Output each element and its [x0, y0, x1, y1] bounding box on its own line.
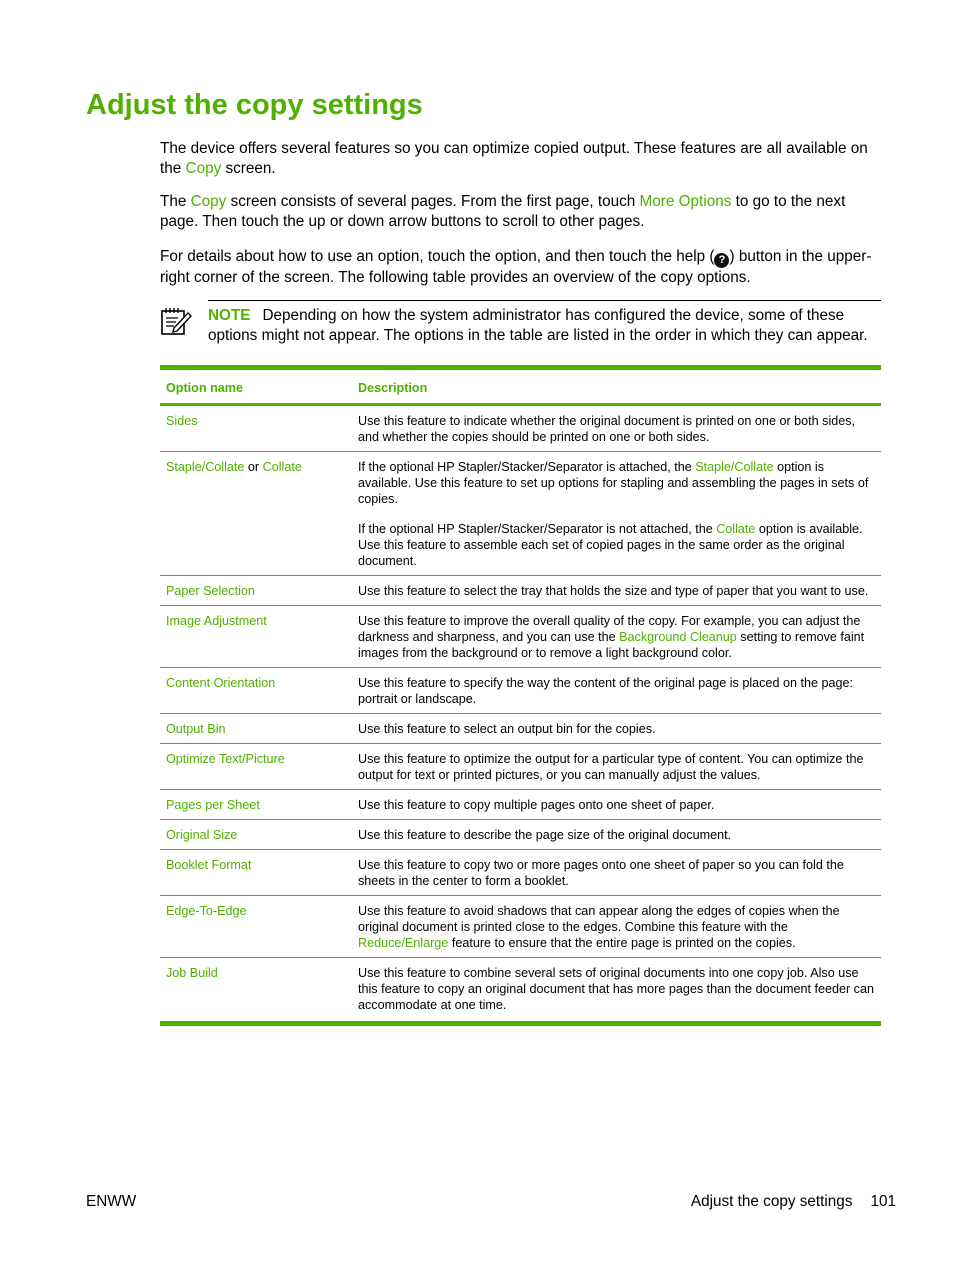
option-name: Optimize Text/Picture — [160, 744, 340, 790]
table-row — [160, 668, 881, 714]
footer-left: ENWW — [86, 1193, 137, 1210]
option-description: Use this feature to select the tray that holds the size and type of paper that you want to use. — [340, 576, 881, 606]
background-cleanup-link: Background Cleanup — [619, 630, 737, 644]
reduce-enlarge-link: Reduce/Enlarge — [358, 936, 449, 950]
description-paragraph — [358, 459, 875, 507]
header-option-name: Option name — [160, 368, 340, 405]
page-title: Adjust the copy settings — [86, 89, 423, 121]
intro-text: screen consists of several pages. From the first page, touch — [226, 193, 640, 210]
page-number: 101 — [870, 1193, 896, 1210]
option-name — [160, 452, 340, 576]
intro-text: The device offers several features so you can optimize copied output. These features are all available on the — [160, 140, 868, 177]
option-description: Use this feature to specify the way the content of the original page is placed on the page: portrait or landscape. — [340, 668, 881, 714]
option-description: Use this feature to indicate whether the original document is printed on one or both sides, and whether the copies should be printed on one or both sides. — [340, 405, 881, 452]
option-name: Edge-To-Edge — [160, 896, 340, 958]
intro-text: ) button in the upper-right corner of the screen. The following table provides an overview of the copy options. — [160, 248, 872, 286]
note-text: Depending on how the system administrator has configured the device, some of these options might not appear. The options in the table are listed in the order in which they can appear. — [208, 307, 868, 344]
option-name: Sides — [160, 405, 340, 452]
intro-paragraph-3 — [160, 247, 885, 288]
option-name-part: Collate — [262, 460, 302, 474]
table-row — [160, 606, 881, 668]
option-description — [340, 452, 881, 576]
copy-link: Copy — [190, 193, 227, 210]
copy-link: Copy — [185, 159, 222, 177]
table-row — [160, 744, 881, 790]
description-text: feature to ensure that the entire page is printed on the copies. — [448, 936, 796, 950]
table-row — [160, 820, 881, 850]
option-name-part: Staple/Collate — [166, 460, 245, 474]
collate-link: Collate — [716, 522, 756, 536]
description-text: If the optional HP Stapler/Stacker/Separator is not attached, the — [358, 522, 717, 536]
option-name: Image Adjustment — [160, 606, 340, 668]
footer-section: Adjust the copy settings — [690, 1193, 853, 1210]
intro-text: to go to the next page. Then touch the up or down arrow buttons to scroll to other pages. — [160, 193, 846, 230]
more-options-link: More Options — [639, 193, 732, 210]
table-row — [160, 576, 881, 606]
header-description: Description — [340, 368, 881, 405]
option-description — [340, 896, 881, 958]
table-row — [160, 850, 881, 896]
option-description: Use this feature to optimize the output for a particular type of content. You can optimize the output for text or printed pictures, or you can manually adjust the values. — [340, 744, 881, 790]
description-text: option is available. Use this feature to set up options for stapling and assembling the pages in sets of copies. — [358, 460, 869, 506]
table-row — [160, 452, 881, 576]
option-name-or: or — [244, 460, 263, 474]
intro-paragraph-1 — [160, 139, 885, 178]
staple-collate-link: Staple/Collate — [695, 460, 774, 474]
table-row — [160, 896, 881, 958]
note-label: NOTE — [208, 307, 251, 324]
description-text: Use this feature to avoid shadows that can appear along the edges of copies when the original document is printed close to the edges. Combine this feature with the — [358, 904, 840, 934]
help-icon: ? — [714, 253, 729, 268]
footer-right — [691, 1193, 896, 1211]
option-description — [340, 606, 881, 668]
option-name: Booklet Format — [160, 850, 340, 896]
intro-paragraph-2 — [160, 192, 885, 231]
description-paragraph — [358, 521, 875, 569]
note-pad-icon — [160, 304, 192, 336]
intro-text: The — [160, 193, 191, 210]
option-name: Original Size — [160, 820, 340, 850]
option-description: Use this feature to combine several sets of original documents into one copy job. Also use this feature to copy an original document that has more pages than the document feeder can accommodate at one time. — [340, 958, 881, 1024]
option-name: Paper Selection — [160, 576, 340, 606]
table-header-row — [160, 368, 881, 405]
option-description: Use this feature to copy multiple pages onto one sheet of paper. — [340, 790, 881, 820]
table-row — [160, 714, 881, 744]
description-text: If the optional HP Stapler/Stacker/Separator is attached, the — [358, 460, 696, 474]
description-text: Use this feature to improve the overall quality of the copy. For example, you can adjust the darkness and sharpness, and you can use the — [358, 614, 861, 644]
intro-text: For details about how to use an option, touch the option, and then touch the help ( — [160, 248, 715, 265]
table-row — [160, 958, 881, 1024]
copy-options-table — [160, 365, 881, 1026]
description-text: option is available. Use this feature to assemble each set of copied pages in the same order as the original document. — [358, 522, 863, 568]
option-description: Use this feature to select an output bin for the copies. — [340, 714, 881, 744]
option-description: Use this feature to describe the page size of the original document. — [340, 820, 881, 850]
option-name: Content Orientation — [160, 668, 340, 714]
option-description: Use this feature to copy two or more pages onto one sheet of paper so you can fold the sheets in the center to form a booklet. — [340, 850, 881, 896]
table-row — [160, 405, 881, 452]
option-name: Pages per Sheet — [160, 790, 340, 820]
option-name: Output Bin — [160, 714, 340, 744]
table-row — [160, 790, 881, 820]
option-name: Job Build — [160, 958, 340, 1024]
intro-text: screen. — [221, 159, 276, 177]
note — [208, 306, 884, 345]
note-divider — [208, 300, 881, 301]
description-text: setting to remove faint images from the background or to remove a light background color. — [358, 630, 865, 660]
